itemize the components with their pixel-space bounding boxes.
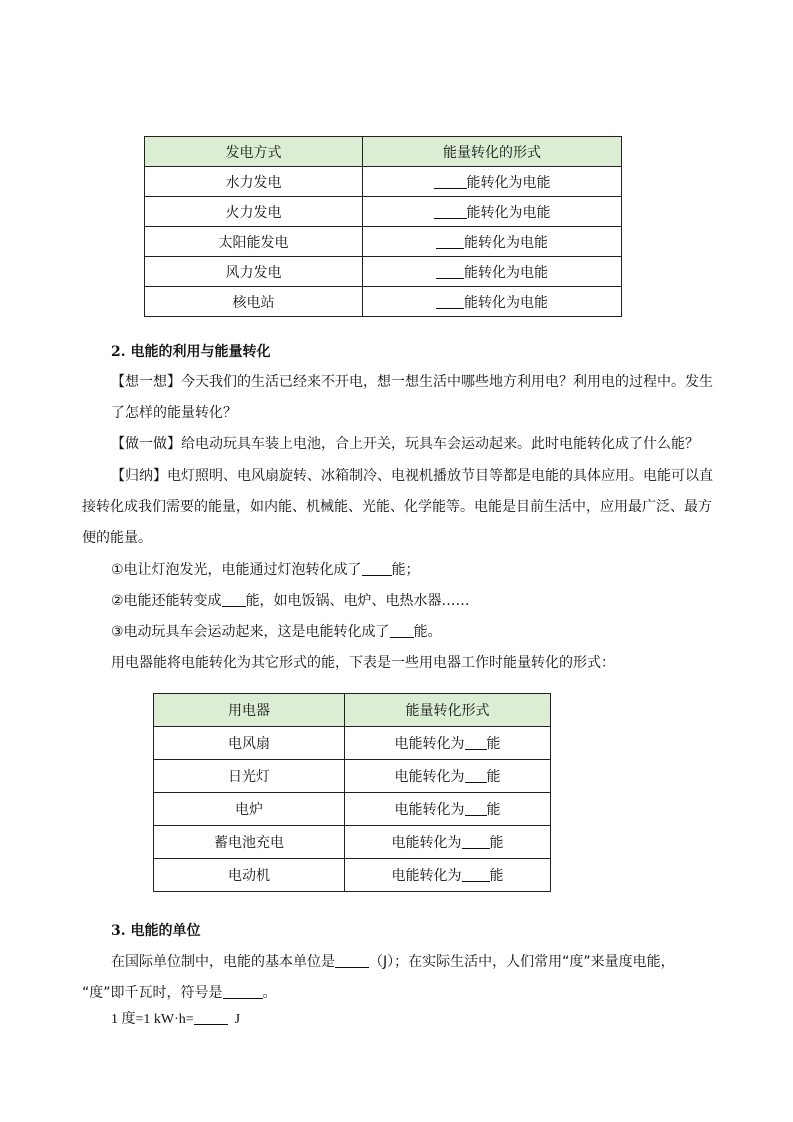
table-row <box>145 197 622 227</box>
blank-line <box>362 561 392 576</box>
table-row <box>154 826 551 859</box>
fill-item: “度”即千瓦时，符号是 。 <box>82 985 277 1001</box>
paragraph-line: 接转化成我们需要的能量，如内能、机械能、光能、化学能等。电能是目前生活中，应用最广泛、最方 <box>82 499 712 515</box>
conversion-cell: 能转化为电能 <box>363 167 622 197</box>
blank-line <box>436 294 464 309</box>
conversion-cell: 能转化为电能 <box>363 227 622 257</box>
fill-item: 在国际单位制中，电能的基本单位是 （J）；在实际生活中，人们常用“度”来量度电能， <box>111 954 675 970</box>
appliance-cell: 电炉 <box>154 793 345 826</box>
blank-line <box>390 623 414 638</box>
blank-line <box>335 953 369 968</box>
paragraph-line: 便的能量。 <box>82 530 152 546</box>
method-cell: 水力发电 <box>145 167 363 197</box>
blank-line <box>465 735 487 750</box>
appliance-cell: 蓄电池充电 <box>154 826 345 859</box>
header-cell: 发电方式 <box>145 137 363 167</box>
table-row <box>154 760 551 793</box>
table-row <box>145 167 622 197</box>
blank-line <box>465 801 487 816</box>
blank-line <box>223 984 263 999</box>
conversion-cell: 电能转化为 能 <box>345 826 551 859</box>
paragraph-line: 【做一做】给电动玩具车装上电池，合上开关，玩具车会运动起来。此时电能转化成了什么能？ <box>111 436 699 452</box>
paragraph-line: 【想一想】今天我们的生活已经来不开电，想一想生活中哪些地方利用电？利用电的过程中。发生 <box>111 374 713 390</box>
blank-line <box>222 592 246 607</box>
conversion-cell: 电能转化为 能 <box>345 760 551 793</box>
table-row <box>154 859 551 892</box>
table-row <box>154 727 551 760</box>
paragraph-line: 用电器能将电能转化为其它形式的能，下表是一些用电器工作时能量转化的形式： <box>111 655 615 671</box>
method-cell: 风力发电 <box>145 257 363 287</box>
header-cell: 能量转化形式 <box>345 694 551 727</box>
appliance-cell: 日光灯 <box>154 760 345 793</box>
fill-item: ②电能还能转变成 能，如电饭锅、电炉、电热水器…… <box>111 593 470 609</box>
blank-line <box>436 264 464 279</box>
table-row <box>145 227 622 257</box>
table-row <box>145 257 622 287</box>
table-header-row <box>145 137 622 167</box>
conversion-cell: 能转化为电能 <box>363 287 622 317</box>
blank-line <box>434 204 467 219</box>
blank-line <box>434 174 467 189</box>
conversion-cell: 电能转化为 能 <box>345 727 551 760</box>
conversion-cell: 电能转化为 能 <box>345 793 551 826</box>
power-generation-table <box>144 136 622 317</box>
blank-line <box>194 1010 228 1025</box>
blank-line <box>436 234 464 249</box>
method-cell: 火力发电 <box>145 197 363 227</box>
table-row <box>145 287 622 317</box>
conversion-cell: 能转化为电能 <box>363 197 622 227</box>
method-cell: 太阳能发电 <box>145 227 363 257</box>
conversion-cell: 电能转化为 能 <box>345 859 551 892</box>
appliance-table <box>153 693 551 892</box>
blank-line <box>462 867 490 882</box>
section-heading: 2. 电能的利用与能量转化 <box>111 344 271 360</box>
blank-line <box>465 768 487 783</box>
table-header-row <box>154 694 551 727</box>
fill-item: 1 度=1 kW·h= J <box>111 1012 241 1027</box>
paragraph-line: 【归纳】电灯照明、电风扇旋转、冰箱制冷、电视机播放节目等都是电能的具体应用。电能可以直 <box>111 468 713 484</box>
appliance-cell: 电动机 <box>154 859 345 892</box>
method-cell: 核电站 <box>145 287 363 317</box>
blank-line <box>462 834 490 849</box>
section-heading: 3. 电能的单位 <box>111 923 201 939</box>
header-cell: 用电器 <box>154 694 345 727</box>
header-cell: 能量转化的形式 <box>363 137 622 167</box>
paragraph-line: 了怎样的能量转化？ <box>111 405 237 421</box>
conversion-cell: 能转化为电能 <box>363 257 622 287</box>
table-row <box>154 793 551 826</box>
appliance-cell: 电风扇 <box>154 727 345 760</box>
fill-item: ①电让灯泡发光，电能通过灯泡转化成了 能； <box>111 562 420 578</box>
fill-item: ③电动玩具车会运动起来，这是电能转化成了 能。 <box>111 624 442 640</box>
